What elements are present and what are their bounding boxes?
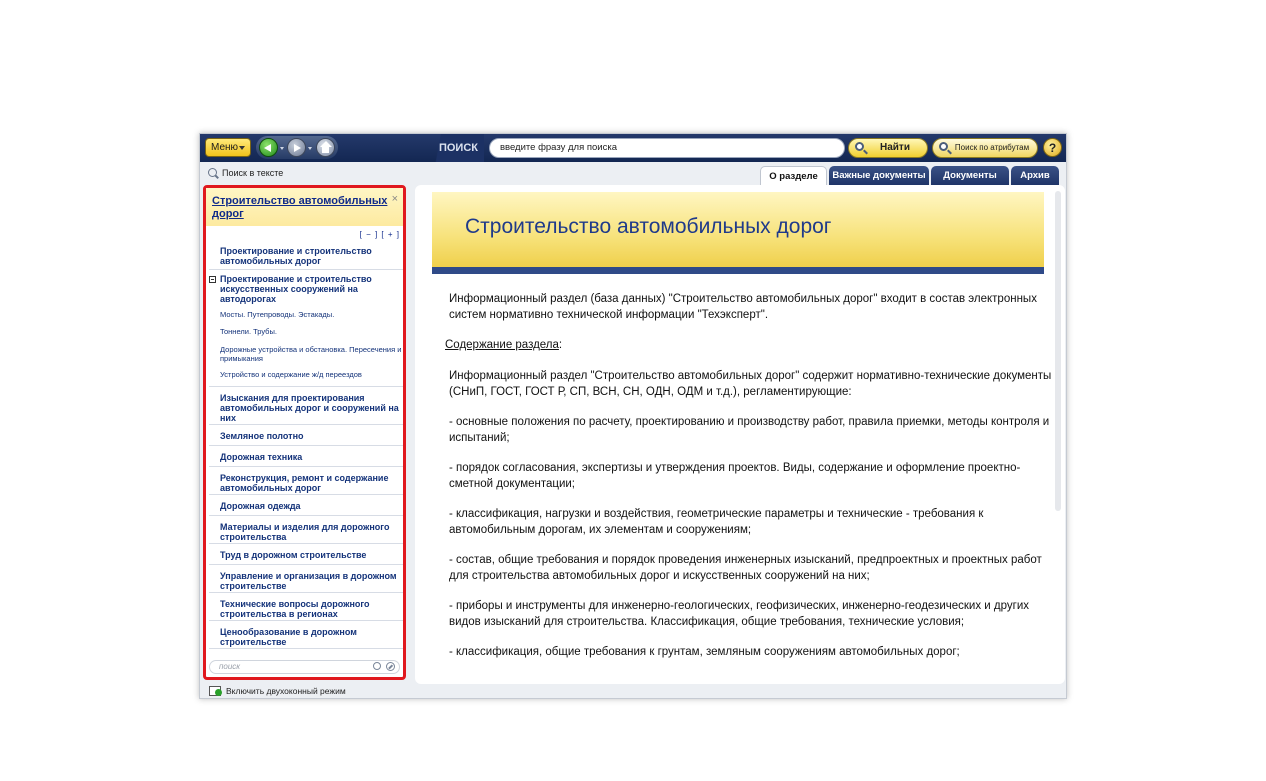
forward-button[interactable] xyxy=(287,138,306,157)
search-input[interactable]: введите фразу для поиска xyxy=(489,138,845,158)
tree-item-subgrade[interactable]: Земляное полотно xyxy=(220,431,304,441)
back-button[interactable] xyxy=(259,138,278,157)
divider xyxy=(209,386,403,387)
search-icon xyxy=(939,142,948,151)
navigation-group xyxy=(256,136,338,159)
panel-search-input[interactable] xyxy=(209,660,400,674)
divider xyxy=(209,424,403,425)
dual-window-label: Включить двухоконный режим xyxy=(226,686,346,696)
search-icon[interactable] xyxy=(373,662,381,670)
app-window xyxy=(199,133,1067,699)
paragraph-item-5: - приборы и инструменты для инженерно-геологических, геофизических, инженерно-геодезических и других видов изысканий для строительства. Классификация, общие требования, технические условия; xyxy=(449,600,1029,628)
paragraph-intro: Информационный раздел (база данных) "Строительство автомобильных дорог" входит в состав электронных систем нормативно технической информации "Техэксперт". xyxy=(449,293,1037,321)
tree-item-regional-issues[interactable]: Технические вопросы дорожного строительства в регионах xyxy=(220,599,370,619)
divider xyxy=(209,543,403,544)
tree-item-pavement[interactable]: Дорожная одежда xyxy=(220,501,301,511)
tree-subitem-tunnels[interactable]: Тоннели. Трубы. xyxy=(220,327,277,336)
paragraph-item-6: - классификация, общие требования к грунтам, земляным сооружениям автомобильных дорог; xyxy=(449,646,960,658)
home-button[interactable] xyxy=(316,138,335,157)
divider xyxy=(209,564,403,565)
divider xyxy=(209,515,403,516)
tree-item-labor[interactable]: Труд в дорожном строительстве xyxy=(220,550,367,560)
panel-header xyxy=(206,188,403,226)
close-icon[interactable]: × xyxy=(391,193,398,205)
tree-item-materials[interactable]: Материалы и изделия для дорожного строительства xyxy=(220,522,390,542)
dual-window-toggle[interactable] xyxy=(209,686,346,697)
divider xyxy=(209,648,403,649)
arrow-right-icon xyxy=(294,144,301,152)
find-label: Найти xyxy=(880,142,910,153)
find-button[interactable] xyxy=(848,138,928,158)
divider xyxy=(209,494,403,495)
expand-collapse-controls[interactable]: [ − ] [ + ] xyxy=(359,230,400,239)
top-toolbar xyxy=(200,134,1066,162)
divider xyxy=(209,269,403,270)
panel-search-placeholder: поиск xyxy=(219,662,241,671)
tree-subitem-bridges[interactable]: Мосты. Путепроводы. Эстакады. xyxy=(220,310,335,319)
paragraph-contents: Информационный раздел "Строительство автомобильных дорог" содержит нормативно-технические документы (СНиП, ГОСТ, ГОСТ Р, СП, ВСН, СН, ОДН, ОДМ и т.д.), регламентирующие: xyxy=(449,370,1052,398)
tree-item-reconstruction[interactable]: Реконструкция, ремонт и содержание автомобильных дорог xyxy=(220,473,389,493)
arrow-left-icon xyxy=(264,144,271,152)
tab-archive[interactable]: Архив xyxy=(1011,166,1059,186)
paragraph-item-2: - порядок согласования, экспертизы и утверждения проектов. Виды, содержание и оформление проектно-сметной документации; xyxy=(449,462,1021,490)
attribute-search-button[interactable] xyxy=(932,138,1038,158)
tab-documents[interactable]: Документы xyxy=(931,166,1009,186)
tree-item-management[interactable]: Управление и организация в дорожном строительстве xyxy=(220,571,397,591)
forward-history-caret-icon[interactable] xyxy=(308,147,312,150)
divider xyxy=(209,466,403,467)
banner-underline xyxy=(432,267,1044,274)
chevron-down-icon xyxy=(239,146,245,150)
tab-about-section[interactable]: О разделе xyxy=(760,166,827,186)
tab-important-documents[interactable]: Важные документы xyxy=(829,166,929,186)
paragraph-item-3: - классификация, нагрузки и воздействия, геометрические параметры и технические - требования к автомобильным дорогам, их элементам и сооружениям; xyxy=(449,508,984,536)
toc-colon: : xyxy=(558,339,563,351)
search-icon xyxy=(208,168,217,177)
navigation-panel xyxy=(203,185,406,680)
tree-item-road-design[interactable]: Проектирование и строительство автомобильных дорог xyxy=(220,246,372,266)
toc-link[interactable]: Содержание раздела xyxy=(445,339,559,351)
tree-item-pricing[interactable]: Ценообразование в дорожном строительстве xyxy=(220,627,357,647)
text-search-label: Поиск в тексте xyxy=(222,168,284,178)
tree-item-road-machinery[interactable]: Дорожная техника xyxy=(220,452,303,462)
menu-label: Меню xyxy=(211,142,239,153)
collapse-icon[interactable] xyxy=(209,276,216,283)
paragraph-item-1: - основные положения по расчету, проектированию и производству работ, правила приемки, методы контроля и испытаний; xyxy=(449,416,1050,444)
back-history-caret-icon[interactable] xyxy=(280,147,284,150)
divider xyxy=(209,592,403,593)
panel-title-link[interactable]: Строительство автомобильных дорог xyxy=(212,195,388,220)
menu-button[interactable] xyxy=(205,138,251,157)
banner-title: Строительство автомобильных дорог xyxy=(465,215,832,238)
help-button[interactable]: ? xyxy=(1043,138,1062,157)
text-search-button[interactable] xyxy=(207,167,283,179)
dual-window-icon xyxy=(209,686,221,696)
paragraph-item-4: - состав, общие требования и порядок проведения инженерных изысканий, предпроектных и проектных работ для строительства автомобильных дорог и искусственных сооружений на них; xyxy=(449,554,1042,582)
tree-subitem-road-devices[interactable]: Дорожные устройства и обстановка. Пересечения и примыкания xyxy=(220,345,402,363)
search-section-label: ПОИСК xyxy=(426,134,484,162)
divider xyxy=(209,620,403,621)
clear-icon[interactable] xyxy=(386,662,395,671)
search-icon xyxy=(855,142,864,151)
tree-subitem-rail-crossings[interactable]: Устройство и содержание ж/д переездов xyxy=(220,370,362,379)
tree-item-surveys[interactable]: Изыскания для проектирования автомобильных дорог и сооружений на них xyxy=(220,393,399,423)
content-pane xyxy=(415,185,1065,684)
home-icon-body xyxy=(322,147,329,153)
toc-line xyxy=(432,338,1055,354)
tree-item-artificial-structures[interactable]: Проектирование и строительство искусственных сооружений на автодорогах xyxy=(220,274,372,304)
divider xyxy=(209,445,403,446)
attribute-search-label: Поиск по атрибутам xyxy=(954,143,1030,152)
